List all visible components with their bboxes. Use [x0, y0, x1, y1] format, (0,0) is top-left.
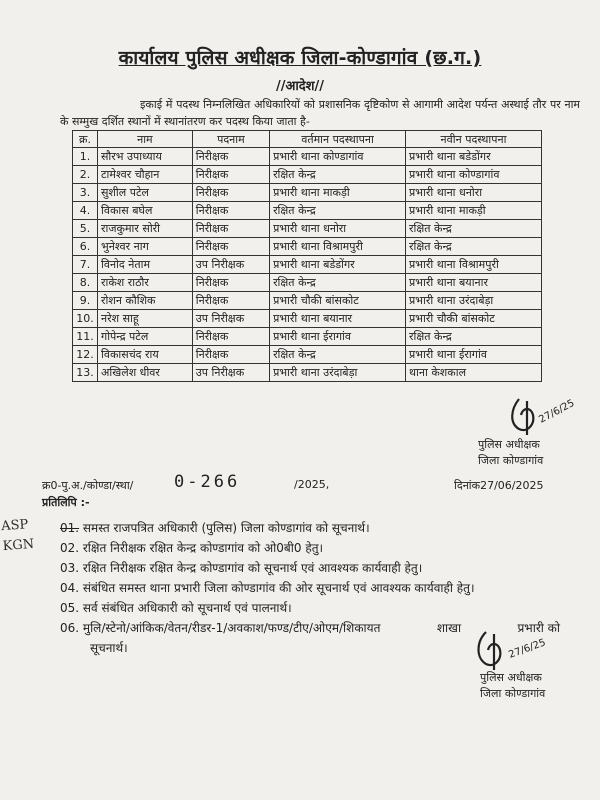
cell-name: अखिलेश धीवर — [98, 364, 193, 382]
cell-rank: निरीक्षक — [192, 148, 269, 166]
signature-1 — [505, 395, 585, 440]
copy-item-6-continuation: सूचनार्थ। — [90, 641, 128, 655]
cell-current-posting: प्रभारी थाना बयानार — [270, 310, 406, 328]
cell-name: नरेश साहू — [98, 310, 193, 328]
copy-item-1-text: समस्त राजपत्रित अधिकारी (पुलिस) जिला कोण्डागांव को सूचनार्थ। — [82, 521, 370, 535]
cell-name: राकेश राठौर — [98, 274, 193, 292]
cell-name: भुनेश्वर नाग — [98, 238, 193, 256]
cell-sn: 1. — [73, 148, 98, 166]
table-body — [73, 148, 542, 382]
table-row — [73, 310, 542, 328]
cell-new-posting: प्रभारी थाना उरंदाबेड़ा — [406, 292, 542, 310]
margin-note-line-1: ASP — [0, 517, 29, 535]
cell-sn: 12. — [73, 346, 98, 364]
cell-current-posting: प्रभारी थाना ईरागांव — [270, 328, 406, 346]
signature-1-date: 27/6/25 — [537, 397, 577, 426]
cell-new-posting: प्रभारी चौकी बांसकोट — [406, 310, 542, 328]
cell-name: रोशन कौशिक — [98, 292, 193, 310]
cell-new-posting: रक्षित केन्द्र — [406, 328, 542, 346]
table-row — [73, 220, 542, 238]
header-name: नाम — [98, 131, 193, 148]
cell-current-posting: प्रभारी थाना बडेडोंगर — [270, 256, 406, 274]
cell-rank: निरीक्षक — [192, 202, 269, 220]
cell-name: गोपेन्द्र पटेल — [98, 328, 193, 346]
header-rank: पदनाम — [192, 131, 269, 148]
reference-code: क्र0-पु.अ./कोण्डा/स्था/ — [42, 479, 134, 492]
table-row — [73, 184, 542, 202]
signatory-district-2: जिला कोण्डागांव — [480, 687, 546, 700]
cell-rank: निरीक्षक — [192, 238, 269, 256]
order-heading: //आदेश// — [275, 79, 325, 94]
office-title: कार्यालय पुलिस अधीक्षक जिला-कोण्डागांव (छ.ग.) — [118, 47, 482, 69]
cell-sn: 11. — [73, 328, 98, 346]
cell-rank: उप निरीक्षक — [192, 256, 269, 274]
cell-rank: निरीक्षक — [192, 166, 269, 184]
copy-item-1 — [60, 518, 580, 538]
copy-item-1-number: 01. — [60, 521, 80, 535]
cell-rank: उप निरीक्षक — [192, 364, 269, 382]
signature-block-1 — [478, 437, 543, 469]
cell-new-posting: प्रभारी थाना बयानार — [406, 274, 542, 292]
cell-new-posting: प्रभारी थाना बडेडोंगर — [406, 148, 542, 166]
table-row — [73, 202, 542, 220]
cell-new-posting: प्रभारी थाना विश्रामपुरी — [406, 256, 542, 274]
table-header-row — [73, 131, 542, 148]
cell-new-posting: प्रभारी थाना ईरागांव — [406, 346, 542, 364]
cell-rank: उप निरीक्षक — [192, 310, 269, 328]
cell-sn: 4. — [73, 202, 98, 220]
signature-2 — [470, 628, 560, 673]
cell-current-posting: रक्षित केन्द्र — [270, 346, 406, 364]
table-row — [73, 364, 542, 382]
cell-current-posting: रक्षित केन्द्र — [270, 166, 406, 184]
reference-date: दिनांक27/06/2025 — [454, 479, 544, 492]
cell-name: सौरभ उपाध्याय — [98, 148, 193, 166]
cell-name: विकास बघेल — [98, 202, 193, 220]
cell-current-posting: प्रभारी थाना कोण्डागांव — [270, 148, 406, 166]
reference-number: 0-266 — [174, 472, 241, 492]
cell-sn: 7. — [73, 256, 98, 274]
header-current-posting: वर्तमान पदस्थापना — [270, 131, 406, 148]
cell-name: टामेश्वर चौहान — [98, 166, 193, 184]
cell-new-posting: प्रभारी थाना माकड़ी — [406, 202, 542, 220]
table-row — [73, 148, 542, 166]
table-row — [73, 346, 542, 364]
table-row — [73, 292, 542, 310]
table-row — [73, 238, 542, 256]
cell-current-posting: रक्षित केन्द्र — [270, 274, 406, 292]
cell-current-posting: प्रभारी थाना उरंदाबेड़ा — [270, 364, 406, 382]
signatory-title-2: पुलिस अधीक्षक — [480, 671, 542, 684]
intro-text: इकाई में पदस्थ निम्नलिखित अधिकारियों को प्रशासनिक दृष्टिकोण से आगामी आदेश पर्यन्त अस्थाई तौर पर नाम के सम्मुख दर्शित स्थानों में स्थानांतरण कर पदस्थ किया जाता है- — [60, 98, 580, 128]
cell-current-posting: प्रभारी थाना धनोरा — [270, 220, 406, 238]
table-row — [73, 256, 542, 274]
copy-item-3: 03. रक्षित निरीक्षक रक्षित केन्द्र कोण्डागांव को सूचनार्थ एवं आवश्यक कार्यवाही हेतु। — [60, 561, 423, 575]
cell-sn: 6. — [73, 238, 98, 256]
cell-name: सुशील पटेल — [98, 184, 193, 202]
signature-2-date: 27/6/25 — [507, 637, 548, 661]
cell-rank: निरीक्षक — [192, 292, 269, 310]
margin-note-line-2: KGN — [2, 536, 35, 555]
cell-sn: 8. — [73, 274, 98, 292]
signature-block-2 — [480, 670, 545, 702]
cell-current-posting: रक्षित केन्द्र — [270, 202, 406, 220]
cell-new-posting: थाना केशकाल — [406, 364, 542, 382]
cell-name: विकासचंद राय — [98, 346, 193, 364]
cell-current-posting: प्रभारी थाना विश्रामपुरी — [270, 238, 406, 256]
cell-new-posting: प्रभारी थाना कोण्डागांव — [406, 166, 542, 184]
cell-new-posting: प्रभारी थाना धनोरा — [406, 184, 542, 202]
cell-rank: निरीक्षक — [192, 184, 269, 202]
signatory-district: जिला कोण्डागांव — [478, 454, 544, 467]
copy-item-6-branches: 06. मुलि/स्टेनो/आंकिक/वेतन/रीडर-1/अवकाश/फण्ड/टीए/ओएम/शिकायत — [60, 621, 381, 635]
cell-rank: निरीक्षक — [192, 274, 269, 292]
copy-item-5: 05. सर्व संबंधित अधिकारी को सूचनार्थ एवं पालनार्थ। — [60, 601, 292, 615]
header-sn: क्र. — [73, 131, 98, 148]
cell-sn: 5. — [73, 220, 98, 238]
reference-year: /2025, — [294, 478, 330, 491]
cell-rank: निरीक्षक — [192, 346, 269, 364]
cell-name: राजकुमार सोरी — [98, 220, 193, 238]
cell-sn: 13. — [73, 364, 98, 382]
cell-name: विनोद नेताम — [98, 256, 193, 274]
table-row — [73, 274, 542, 292]
copy-item-6-shakha: शाखा — [436, 621, 462, 635]
cell-new-posting: रक्षित केन्द्र — [406, 220, 542, 238]
cell-current-posting: प्रभारी थाना माकड़ी — [270, 184, 406, 202]
intro-paragraph — [60, 96, 580, 130]
copy-item-6-incharge: प्रभारी को — [517, 621, 560, 635]
transfer-table — [72, 130, 542, 382]
header-new-posting: नवीन पदस्थापना — [406, 131, 542, 148]
cell-current-posting: प्रभारी चौकी बांसकोट — [270, 292, 406, 310]
cell-rank: निरीक्षक — [192, 328, 269, 346]
copy-item-4: 04. संबंधित समस्त थाना प्रभारी जिला कोण्डागांव की ओर सूचनार्थ एवं आवश्यक कार्यवाही हेतु। — [60, 581, 475, 595]
copy-label: प्रतिलिपि :- — [42, 496, 90, 509]
margin-note — [1, 515, 35, 557]
cell-rank: निरीक्षक — [192, 220, 269, 238]
table-row — [73, 328, 542, 346]
cell-sn: 9. — [73, 292, 98, 310]
table-row — [73, 166, 542, 184]
signatory-title: पुलिस अधीक्षक — [478, 438, 540, 451]
cell-sn: 2. — [73, 166, 98, 184]
cell-new-posting: रक्षित केन्द्र — [406, 238, 542, 256]
copy-item-2: 02. रक्षित निरीक्षक रक्षित केन्द्र कोण्डागांव को ओ0बी0 हेतु। — [60, 541, 324, 555]
cell-sn: 3. — [73, 184, 98, 202]
cell-sn: 10. — [73, 310, 98, 328]
